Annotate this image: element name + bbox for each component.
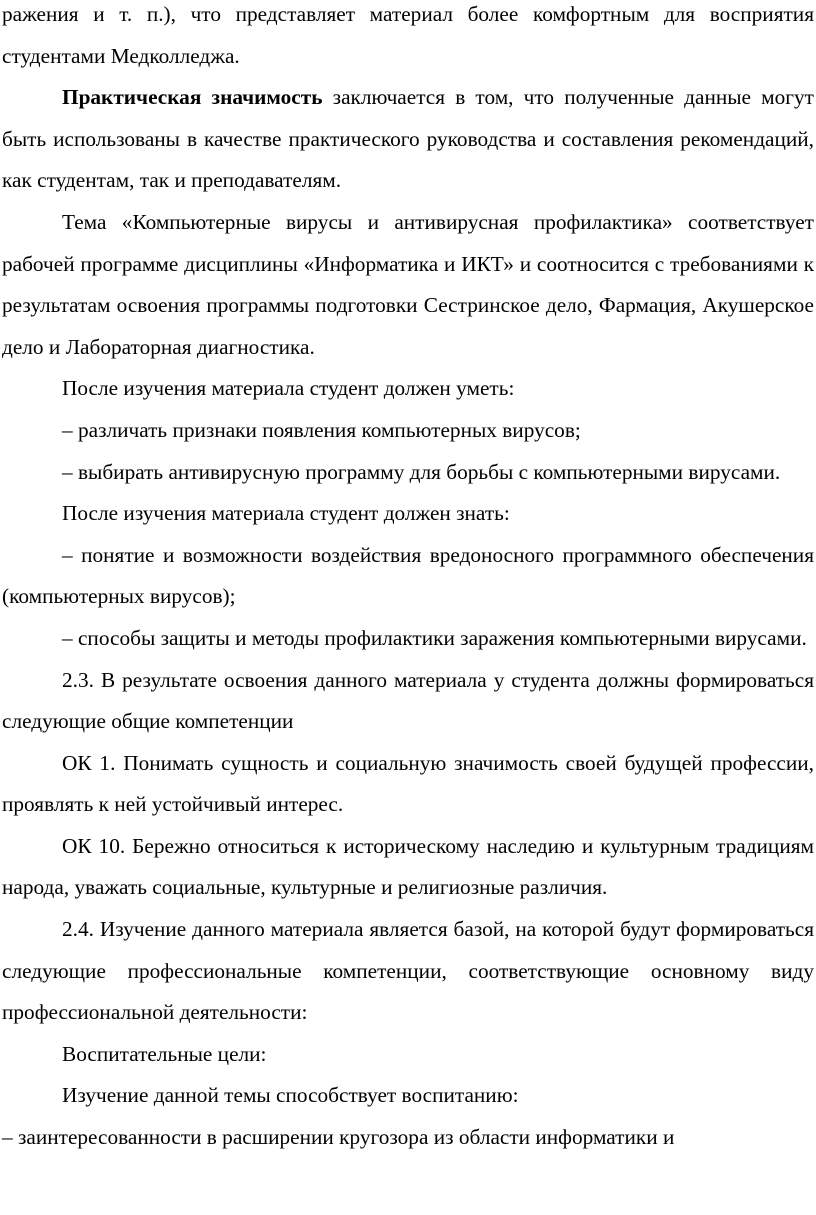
paragraph-text: – понятие и возможности воздействия вредоносного программного обеспечения (компьютерных вирусов); [2,542,814,609]
paragraph-text: Тема «Компьютерные вирусы и антивирусная профилактика» соответствует рабочей программе дисциплины «Информатика и ИКТ» и соотносится с требованиями к результатам освоения программы подготовки Сестринское дело, Фармация, Акушерское дело и Лабораторная диагностика. [2,209,814,359]
paragraph-text: После изучения материала студент должен знать: [62,501,510,526]
paragraph-practical-significance [2,77,814,202]
paragraph-skills-heading [2,368,814,410]
bold-lead-text: Практическая значимость [62,85,323,110]
paragraph-text: ражения и т. п.), что представляет материал более комфортным для восприятия студентами Медколледжа. [2,2,814,68]
paragraph-educational-goals [2,1034,814,1076]
paragraph-text: – заинтересованности в расширении кругозора из области информатики и [2,1125,675,1150]
list-item-skill [2,410,814,452]
list-item-upbringing [2,1117,814,1159]
paragraph-professional-competencies [2,909,814,1034]
paragraph-text: 2.3. В результате освоения данного материала у студента должны формироваться следующие общие компетенции [2,667,814,734]
paragraph-knowledge-heading [2,493,814,535]
list-item-skill [2,452,814,494]
paragraph-text: 2.4. Изучение данного материала является базой, на которой будут формироваться следующие профессиональные компетенции, соответствующие основному виду профессиональной деятельности: [2,917,814,1025]
list-item-knowledge [2,535,814,618]
paragraph-text: заключается в том, что полученные данные могут быть использованы в качестве практического руководства и составления рекомендаций, как студентам, так и преподавателям. [2,85,814,193]
paragraph-topic [2,202,814,368]
paragraph-general-competencies [2,660,814,743]
paragraph-text: Воспитательные цели: [62,1041,267,1066]
paragraph-continuation [2,0,814,77]
paragraph-upbringing [2,1075,814,1117]
paragraph-ok10 [2,826,814,909]
paragraph-text: – выбирать антивирусную программу для борьбы с компьютерными вирусами. [62,459,781,484]
paragraph-text: ОК 10. Бережно относиться к историческому наследию и культурным традициям народа, уважать социальные, культурные и религиозные различия. [2,833,814,900]
list-item-knowledge [2,618,814,660]
paragraph-ok1 [2,743,814,826]
paragraph-text: ОК 1. Понимать сущность и социальную значимость своей будущей профессии, проявлять к ней устойчивый интерес. [2,750,814,817]
paragraph-text: Изучение данной темы способствует воспитанию: [62,1083,519,1108]
paragraph-text: – способы защиты и методы профилактики заражения компьютерными вирусами. [62,625,807,650]
paragraph-text: После изучения материала студент должен уметь: [62,376,515,401]
paragraph-text: – различать признаки появления компьютерных вирусов; [62,417,581,442]
